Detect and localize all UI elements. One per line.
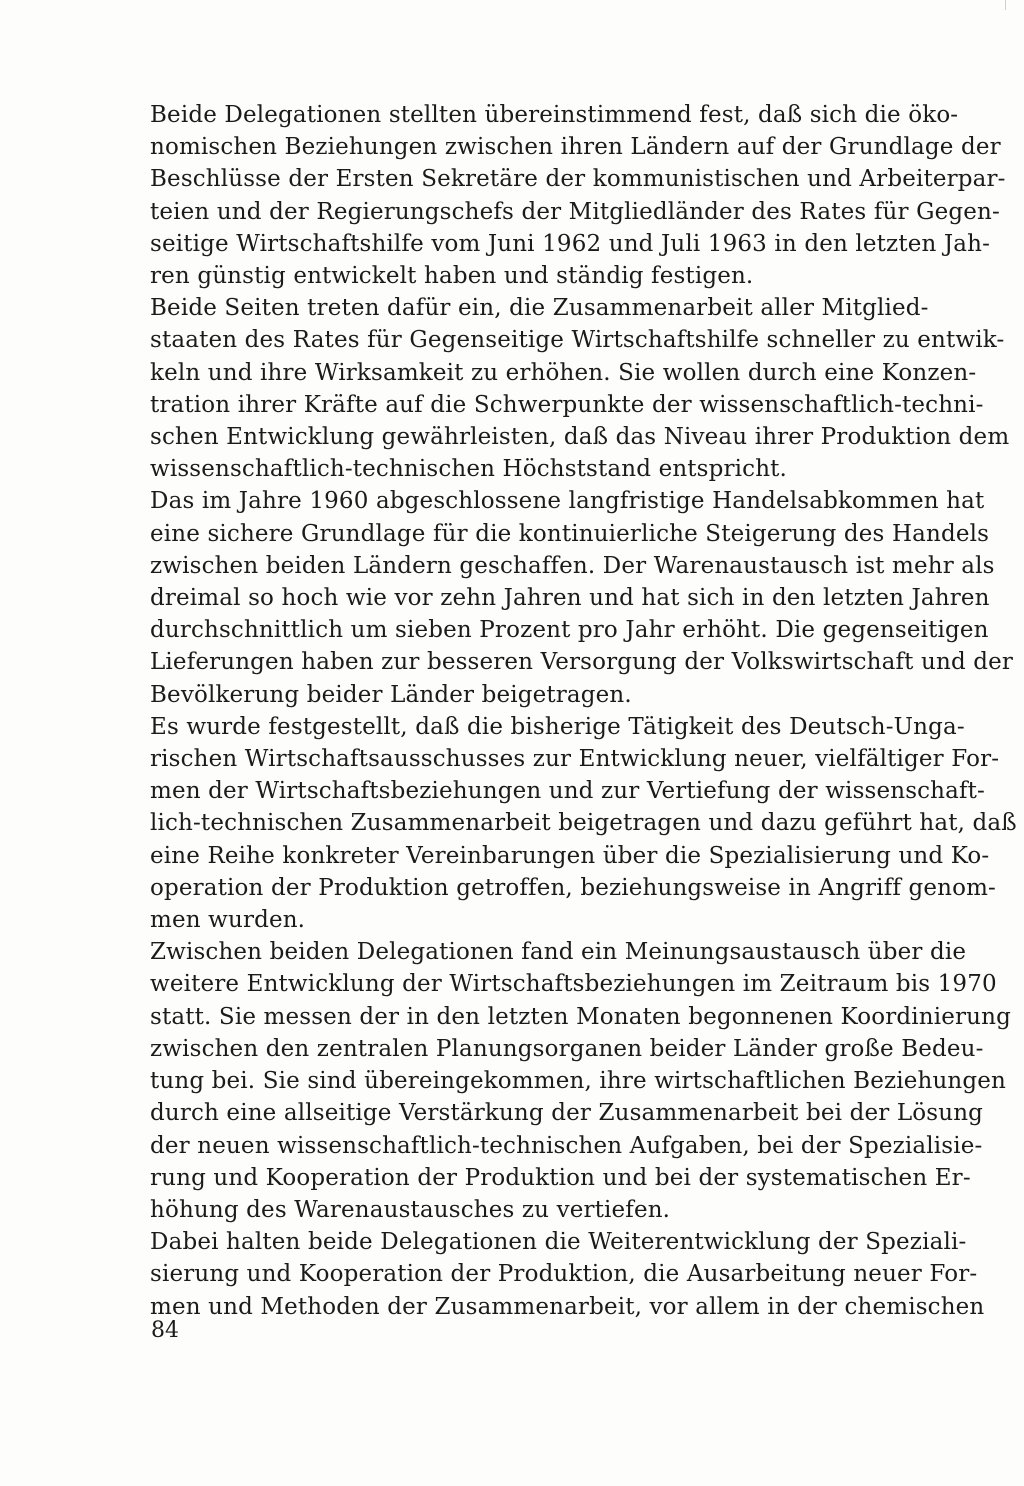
text-line: operation der Produktion getroffen, beziehungsweise in Angriff genom- bbox=[150, 874, 996, 901]
text-line: rischen Wirtschaftsausschusses zur Entwicklung neuer, vielfältiger For- bbox=[150, 746, 1000, 773]
text-line: Dabei halten beide Delegationen die Weiterentwicklung der Speziali- bbox=[150, 1229, 967, 1256]
text-line: sierung und Kooperation der Produktion, die Ausarbeitung neuer For- bbox=[150, 1261, 978, 1288]
text-line: Zwischen beiden Delegationen fand ein Meinungsaustausch über die bbox=[150, 939, 967, 966]
text-line: durch eine allseitige Verstärkung der Zusammenarbeit bei der Lösung bbox=[150, 1100, 984, 1127]
paragraph-1 bbox=[129, 99, 1006, 292]
paragraph-3 bbox=[129, 485, 1014, 710]
text-line: zwischen den zentralen Planungsorganen beider Länder große Bedeu- bbox=[150, 1035, 984, 1062]
text-line: Das im Jahre 1960 abgeschlossene langfristige Handelsabkommen hat bbox=[150, 488, 985, 515]
text-line: staaten des Rates für Gegenseitige Wirtschaftshilfe schneller zu entwik- bbox=[150, 327, 1005, 354]
text-line: nomischen Beziehungen zwischen ihren Ländern auf der Grundlage der bbox=[150, 134, 1001, 161]
text-line: Beide Seiten treten dafür ein, die Zusammenarbeit aller Mitglied- bbox=[150, 295, 929, 322]
text-line: Lieferungen haben zur besseren Versorgung der Volkswirtschaft und der bbox=[150, 649, 1014, 676]
text-line: schen Entwicklung gewährleisten, daß das Niveau ihrer Produktion dem bbox=[150, 424, 1010, 451]
text-line: Es wurde festgestellt, daß die bisherige Tätigkeit des Deutsch-Unga- bbox=[150, 713, 965, 740]
body-text bbox=[129, 99, 1017, 1323]
scan-edge-mark bbox=[1005, 0, 1006, 10]
text-line: men wurden. bbox=[150, 907, 306, 934]
text-line: Bevölkerung beider Länder beigetragen. bbox=[150, 681, 632, 708]
text-line: der neuen wissenschaftlich-technischen Aufgaben, bei der Spezialisie- bbox=[150, 1132, 983, 1159]
text-line: eine sichere Grundlage für die kontinuierliche Steigerung des Handels bbox=[150, 520, 990, 547]
text-line: durchschnittlich um sieben Prozent pro Jahr erhöht. Die gegenseitigen bbox=[150, 617, 989, 644]
text-line: Beschlüsse der Ersten Sekretäre der kommunistischen und Arbeiterpar- bbox=[150, 166, 1006, 193]
text-line: Beide Delegationen stellten übereinstimmend fest, daß sich die öko- bbox=[150, 102, 959, 128]
text-line: zwischen beiden Ländern geschaffen. Der Warenaustausch ist mehr als bbox=[150, 552, 995, 579]
text-line: wissenschaftlich-technischen Höchststand entspricht. bbox=[150, 456, 788, 483]
text-line: teien und der Regierungschefs der Mitgliedländer des Rates für Gegen- bbox=[150, 198, 1000, 225]
page-number: 84 bbox=[151, 1318, 179, 1343]
text-line: rung und Kooperation der Produktion und bei der systematischen Er- bbox=[150, 1164, 971, 1191]
text-line: men der Wirtschaftsbeziehungen und zur Vertiefung der wissenschaft- bbox=[150, 778, 985, 805]
paragraph-6 bbox=[129, 1226, 985, 1323]
text-line: höhung des Warenaustausches zu vertiefen. bbox=[150, 1196, 671, 1223]
text-line: weitere Entwicklung der Wirtschaftsbeziehungen im Zeitraum bis 1970 bbox=[150, 971, 997, 998]
text-line: statt. Sie messen der in den letzten Monaten begonnenen Koordinierung bbox=[150, 1003, 1011, 1030]
paragraph-5 bbox=[129, 936, 1011, 1226]
paragraph-4 bbox=[129, 711, 1017, 936]
text-line: ren günstig entwickelt haben und ständig festigen. bbox=[150, 263, 754, 290]
paragraph-2 bbox=[129, 292, 1010, 485]
text-line: seitige Wirtschaftshilfe vom Juni 1962 und Juli 1963 in den letzten Jah- bbox=[150, 230, 991, 257]
text-line: eine Reihe konkreter Vereinbarungen über die Spezialisierung und Ko- bbox=[150, 842, 990, 869]
text-line: tung bei. Sie sind übereingekommen, ihre wirtschaftlichen Beziehungen bbox=[150, 1068, 1006, 1095]
text-line: keln und ihre Wirksamkeit zu erhöhen. Sie wollen durch eine Konzen- bbox=[150, 359, 977, 386]
text-line: men und Methoden der Zusammenarbeit, vor allem in der chemischen bbox=[150, 1293, 985, 1320]
text-line: lich-technischen Zusammenarbeit beigetragen und dazu geführt hat, daß bbox=[150, 810, 1017, 837]
text-line: tration ihrer Kräfte auf die Schwerpunkte der wissenschaftlich-techni- bbox=[150, 391, 984, 418]
text-line: dreimal so hoch wie vor zehn Jahren und hat sich in den letzten Jahren bbox=[150, 585, 990, 612]
